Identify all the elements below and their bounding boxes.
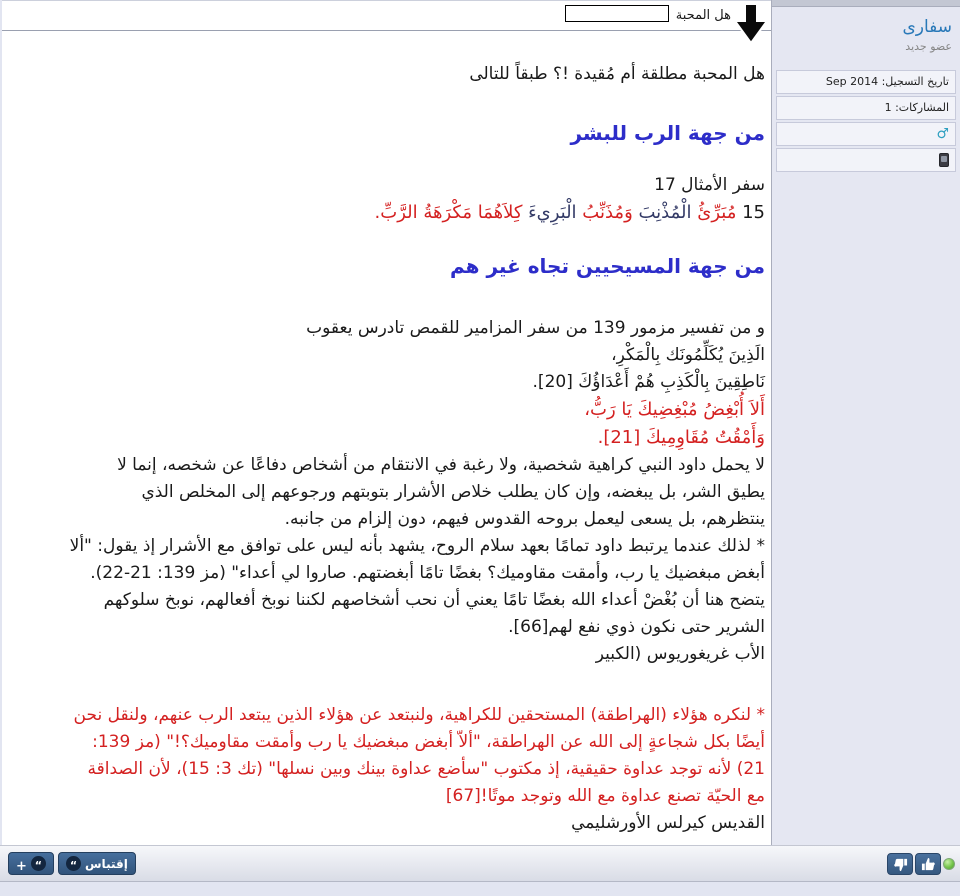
registration-date-row: تاريخ التسجيل: Sep 2014: [776, 70, 956, 94]
post-red-line: مع الحيّة تصنع عداوة مع الله وتوجد موتًا![67]: [445, 786, 765, 806]
gender-row: [776, 122, 956, 146]
blank-line: [14, 668, 765, 702]
post-line-author: الأب غريغوريوس (الكبير: [595, 644, 765, 664]
post-line: هل المحبة مطلقة أم مُقيدة !؟ طبقاً للتالى: [469, 64, 765, 84]
post-red-line: أيضًا بكل شجاعةٍ إلى الله عن الهراطقة، "ألاّ أبغض مبغضيك يا رب وأمقت مقاوميك؟!" (مز 139:: [92, 732, 765, 752]
post-line: الَذِينَ يُكَلِّمُونَك بِالْمَكْرِ،: [611, 345, 765, 365]
user-title: عضو جديد: [905, 40, 952, 53]
post-red-line: 21) لأنه توجد عداوة حقيقية، إذ مكتوب "سأضع عداوة بينك وبين نسلها" (تك 3: 15)، لأن الصداقة: [87, 759, 765, 779]
thumbs-down-icon: [893, 857, 908, 872]
post-content-column: [2, 0, 771, 845]
post-line: يتضح هنا أن بُغْضْ أعداء الله بغضًا تامًا يعني أن نحب أشخاصهم لكننا نوبخ أفعالهم، نوبخ سلوكهم: [103, 590, 765, 610]
post-line: و من تفسير مزمور 139 من سفر المزامير للقمص تادرس يعقوب: [306, 318, 765, 338]
post-psalm-red-line: وَأَمْقُتُ مُقَاوِمِيكَ [21].: [597, 427, 765, 448]
mobile-device-icon: [939, 153, 949, 167]
male-gender-icon: ♂: [936, 126, 949, 142]
quote-icon: “: [66, 856, 81, 871]
title-tooltip-box: [565, 5, 669, 22]
posts-count-row: المشاركات: 1: [776, 96, 956, 120]
user-info-sidebar: [771, 0, 960, 845]
post-line-closing-author: القديس كيرلس الأورشليمي: [571, 813, 765, 833]
verse-word: الْبَرِيءَ: [528, 202, 577, 223]
post-line-proverbs-ref: سفر الأمثال 17: [654, 175, 765, 195]
device-row: [776, 148, 956, 172]
post-heading-god: من جهة الرب للبشر: [570, 121, 765, 145]
post-red-line: * لنكره هؤلاء (الهراطقة) المستحقين للكراهية، ولنبتعد عن هؤلاء الذين يبتعد الرب عنهم، ولنقل نحن: [73, 705, 765, 725]
post-line: أبغض مبغضيك يا رب، وأمقت مقاوميك؟ بغضًا تامًا أبغضتهم. صاروا لي أعداء" (مز 139: 21-22).: [90, 563, 765, 583]
quote-button-label: إقتباس: [85, 856, 128, 871]
multi-quote-button[interactable]: [8, 852, 54, 875]
verse-word: الْمُذْنِبَ: [638, 202, 692, 223]
post-line: لا يحمل داود النبي كراهية شخصية، ولا رغبة في الانتقام من أشخاص دفاعًا عن شخصه، إنما لا: [117, 455, 765, 475]
plus-glyph: +: [16, 859, 27, 874]
verse-word: كِلاَهُمَا مَكْرَهَةُ الرَّبِّ.: [374, 202, 523, 223]
verse-word: مُبَرِّئُ: [697, 202, 737, 223]
verse-word: وَمُذَنِّبُ: [582, 202, 633, 223]
thumbs-up-button[interactable]: [915, 853, 941, 875]
thread-title: هل المحبة: [675, 8, 731, 23]
quote-button[interactable]: [58, 852, 136, 875]
post-footer-bar: [0, 845, 960, 882]
post-line: يطيق الشر، بل يبغضه، وإن كان يطلب خلاص الأشرار بتوبتهم ورجوعهم إلى المخلص الذي: [141, 482, 765, 502]
post-heading-christians: من جهة المسيحيين تجاه غير هم: [449, 254, 765, 278]
post-body: [2, 31, 771, 845]
username-link[interactable]: سفارى: [902, 17, 952, 37]
quote-icon: “: [31, 856, 46, 871]
post-verse-line: [14, 199, 765, 227]
post-line: نَاطِقِينَ بِالْكَذِبِ هُمْ أَعْدَاؤُكَ [20].: [532, 372, 765, 392]
thumbs-down-button[interactable]: [887, 853, 913, 875]
post-line: * لذلك عندما يرتبط داود تمامًا بعهد سلام الروح، يشهد بأنه ليس على توافق مع الأشرار إذ يقول: "ألا: [69, 536, 765, 556]
go-to-bottom-arrow-icon[interactable]: [733, 3, 769, 49]
sidebar-top-bar: [772, 0, 960, 7]
post-line: ينتظرهم، بل يسعى ليعمل بروحه القدوس فيهم، دون إلزام من جانبه.: [284, 509, 765, 529]
thumbs-up-icon: [921, 857, 936, 872]
user-online-status-icon: [943, 858, 955, 870]
user-fields: [772, 70, 960, 172]
verse-number: 15: [742, 202, 765, 223]
post-line: الشرير حتى نكون ذوي نفع لهم[66].: [508, 617, 765, 637]
post-psalm-red-line: أَلاَ أُبْغِضُ مُبْغِضِيكَ يَا رَبُّ،: [584, 399, 765, 420]
post-header-bar: [2, 0, 771, 31]
